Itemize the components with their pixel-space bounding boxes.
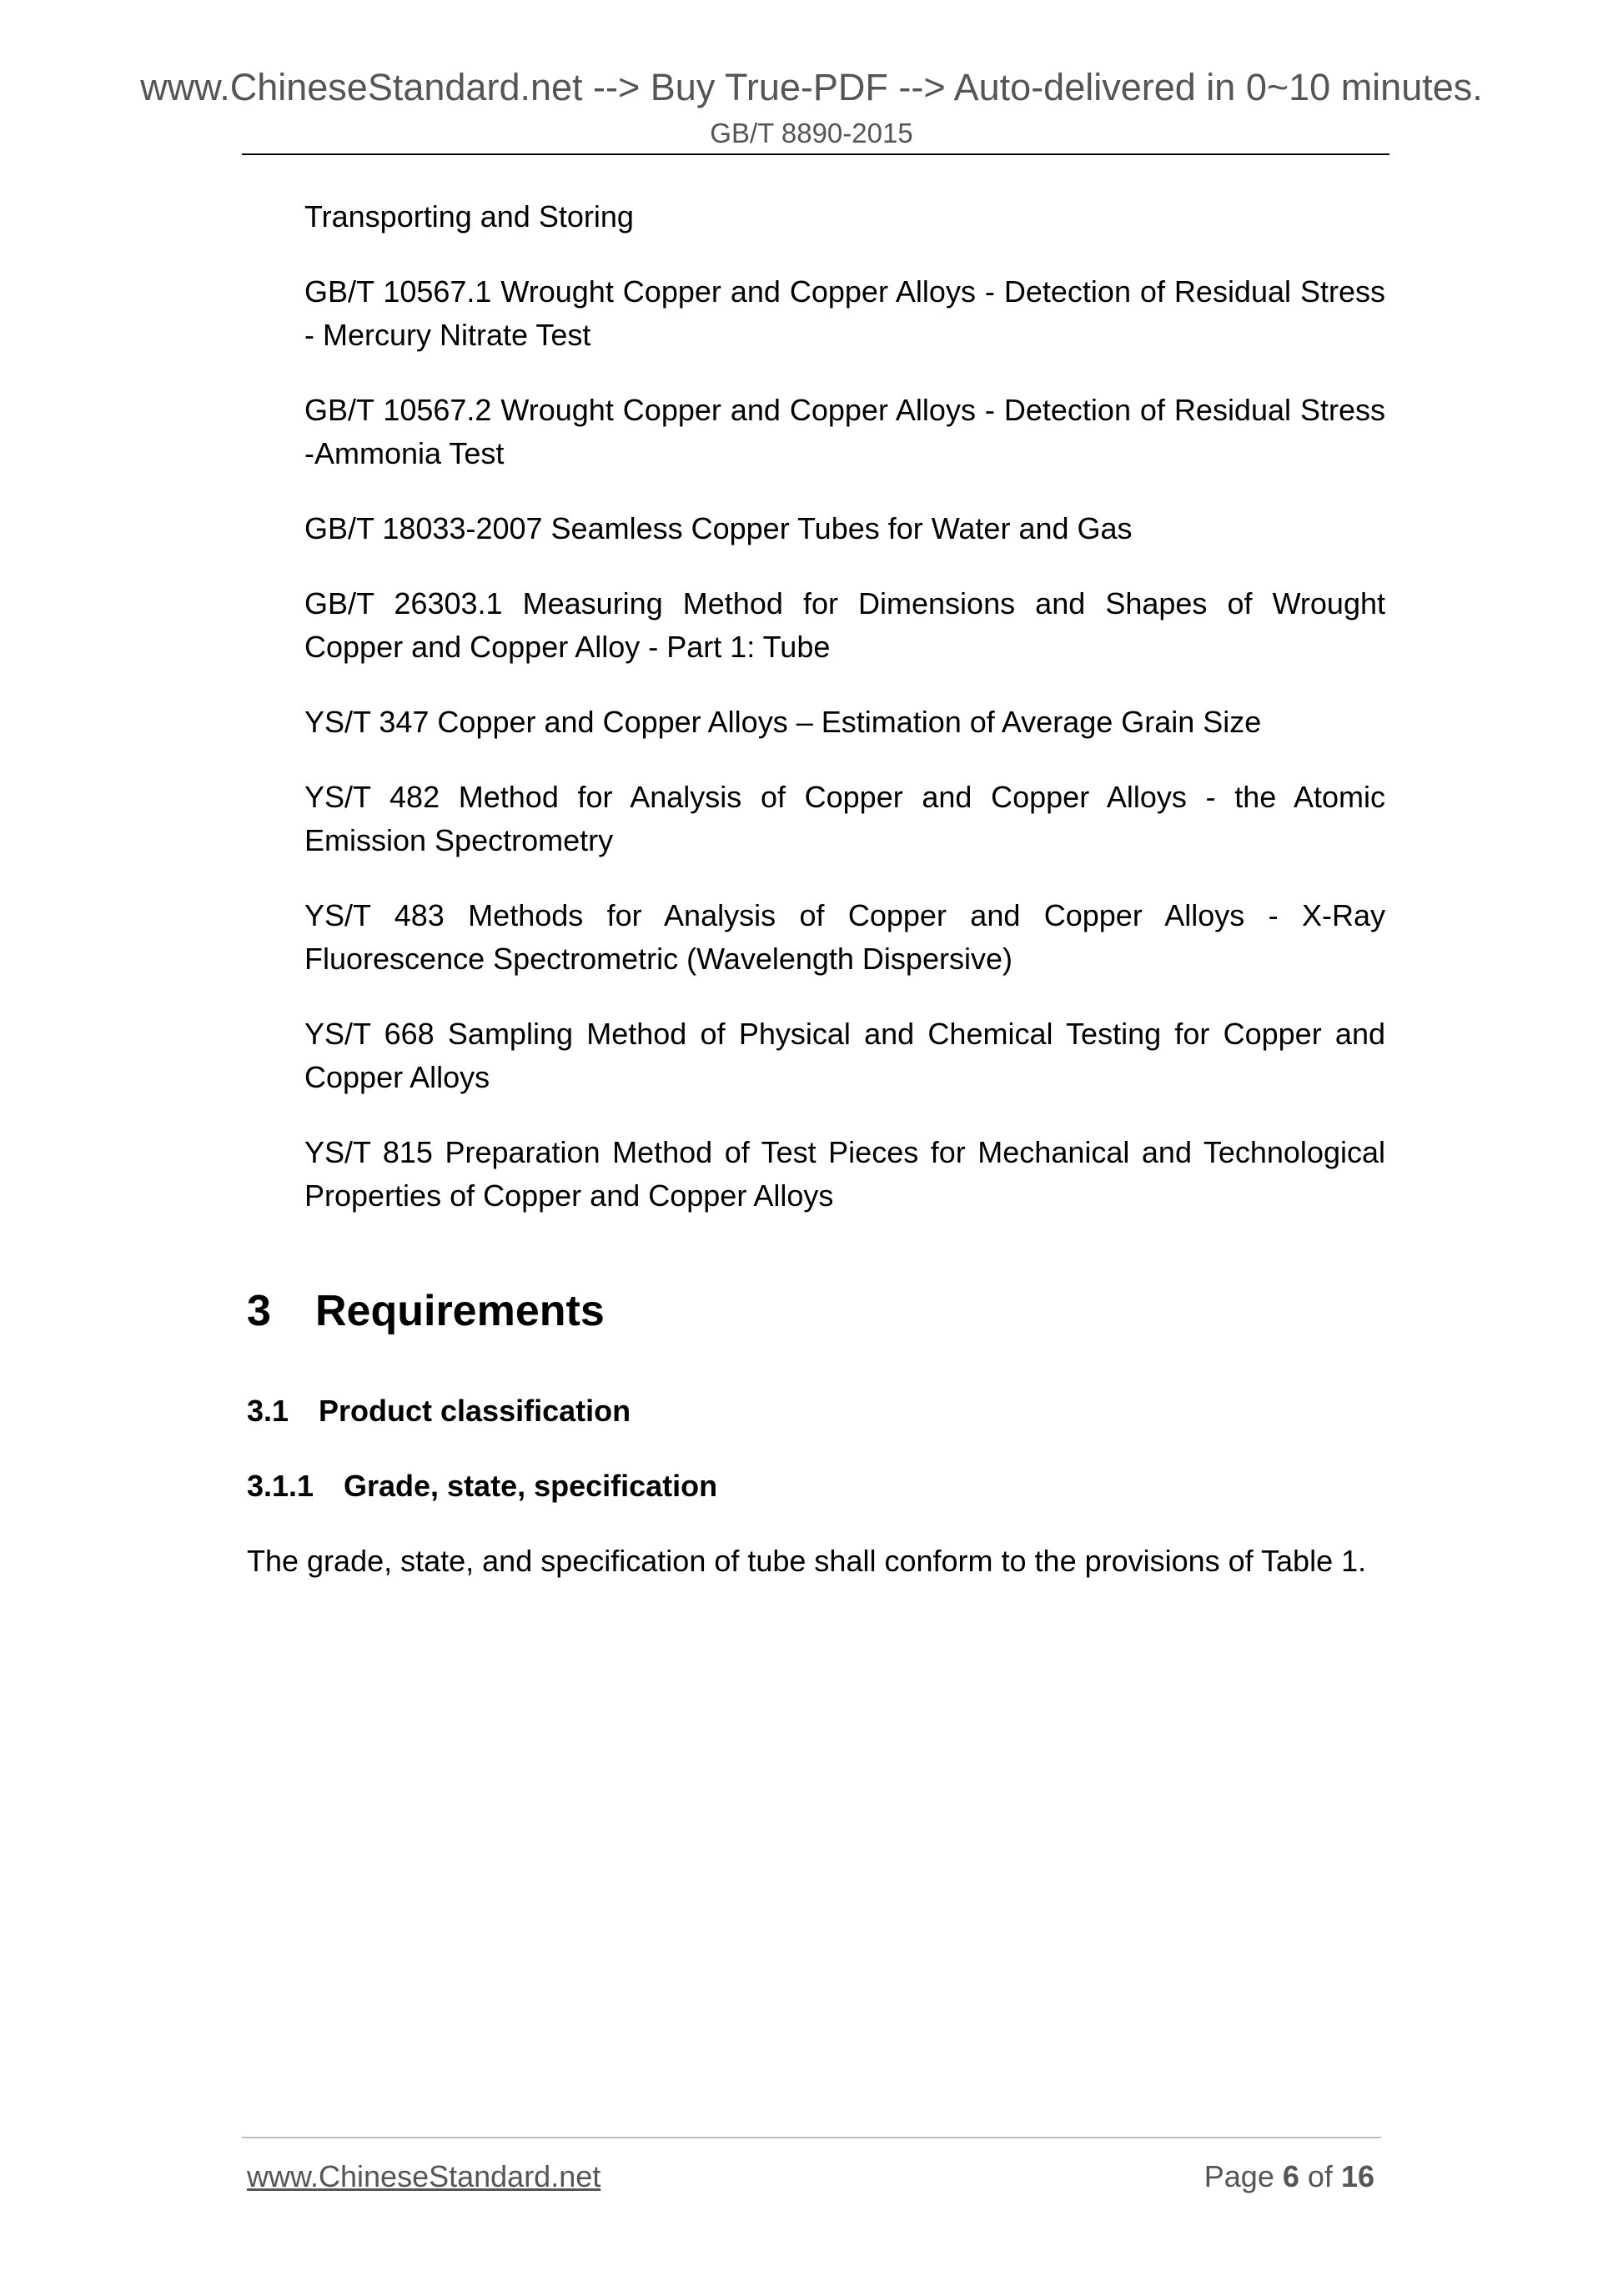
page-prefix: Page [1203,2159,1274,2193]
subsubsection-heading [247,1465,717,1508]
reference-item: GB/T 26303.1 Measuring Method for Dimensions and Shapes of Wrought Copper and Copper Alloy - Part 1: Tube [304,586,1385,664]
footer-divider [242,2137,1381,2138]
reference-item: YS/T 347 Copper and Copper Alloys – Estimation of Average Grain Size [304,705,1262,739]
normative-references-list [304,195,1385,1249]
total-pages-number: 16 [1340,2159,1374,2193]
reference-item: YS/T 482 Method for Analysis of Copper and Copper Alloys - the Atomic Emission Spectrometry [304,780,1385,857]
reference-item: YS/T 815 Preparation Method of Test Pieces for Mechanical and Technological Properties of Copper and Copper Alloys [304,1135,1385,1213]
subsubsection-title: Grade, state, specification [344,1469,718,1503]
section-number: 3 [247,1287,271,1335]
reference-item: GB/T 18033-2007 Seamless Copper Tubes for Water and Gas [304,511,1133,545]
subsection-title: Product classification [319,1394,631,1428]
section-title: Requirements [315,1287,605,1335]
subsection-heading [247,1389,631,1433]
reference-item: YS/T 668 Sampling Method of Physical and Chemical Testing for Copper and Copper Alloys [304,1017,1385,1094]
reference-item: GB/T 10567.2 Wrought Copper and Copper Alloys - Detection of Residual Stress -Ammonia Test [304,393,1385,470]
footer-site-link[interactable]: www.ChineseStandard.net [247,2159,601,2193]
body-paragraph: The grade, state, and specification of tube shall conform to the provisions of Table 1. [247,1544,1367,1578]
header-divider [242,153,1389,155]
reference-item: YS/T 483 Methods for Analysis of Copper and Copper Alloys - X-Ray Fluorescence Spectrometric (Wavelength Dispersive) [304,898,1385,976]
page-of-label: of [1307,2159,1333,2193]
subsubsection-number: 3.1.1 [247,1469,314,1503]
section-heading [247,1284,605,1338]
page-indicator [1204,2158,1374,2195]
document-code: GB/T 8890-2015 [710,118,913,148]
current-page-number: 6 [1282,2159,1299,2193]
header-banner: www.ChineseStandard.net --> Buy True-PDF --> Auto-delivered in 0~10 minutes. [140,66,1483,108]
reference-item: GB/T 10567.1 Wrought Copper and Copper Alloys - Detection of Residual Stress - Mercury Nitrate Test [304,274,1385,352]
subsection-number: 3.1 [247,1394,289,1428]
reference-item: Transporting and Storing [304,199,634,234]
